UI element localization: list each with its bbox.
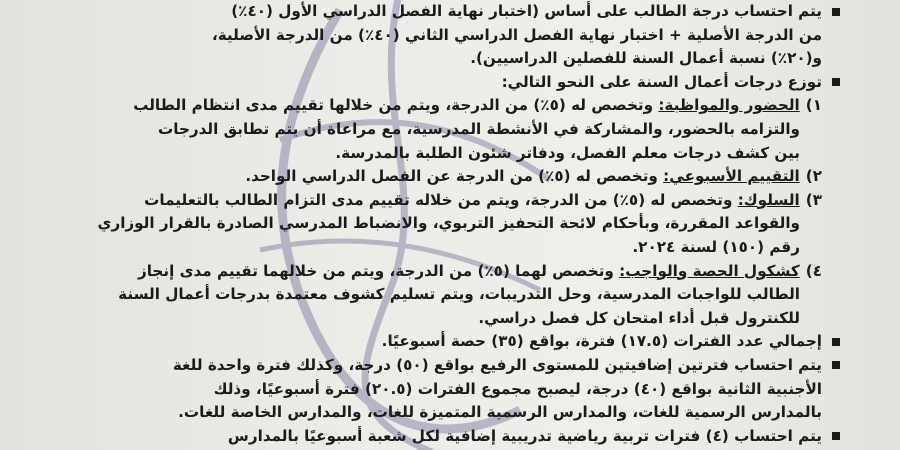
list-item: ٤)كشكول الحصة والواجب: وتخصص لهما (٥٪) من الدرجة، ويتم من خلالهما تقييم مدى إنجاز	[137, 261, 822, 280]
doc-line: يتم احتساب درجة الطالب على أساس (اختبار نهاية الفصل الدراسي الأول (٤٠٪)	[80, 0, 840, 24]
doc-line: رقم (١٥٠) لسنة ٢٠٢٤.	[632, 237, 800, 256]
item-heading: التقييم الأسبوعي:	[663, 167, 800, 186]
doc-line: الأجنبية الثانية بواقع (٤٠) درجة، ليصبح مجموع الفترات (٢٠.٥) فترة أسبوعيًا، وذلك	[213, 379, 822, 398]
bullet-icon	[832, 338, 840, 346]
doc-line: و(٢٠٪) نسبة أعمال السنة للفصلين الدراسيين).	[470, 49, 822, 68]
doc-line: والتزامه بالحضور، والمشاركة في الأنشطة المدرسية، مع مراعاة أن يتم تطابق الدرجات	[158, 119, 800, 138]
bullet-icon	[832, 361, 840, 369]
bullet-icon	[832, 432, 840, 440]
doc-line: والقواعد المقررة، وبأحكام لائحة التحفيز التربوي، والانضباط المدرسي الصادرة بالقرار الوزاري	[97, 214, 800, 233]
doc-line: إجمالي عدد الفترات (١٧.٥) فترة، بواقع (٣٥) حصة أسبوعيًا.	[80, 330, 840, 354]
list-item: ١)الحضور والمواظبة: وتخصص له (٥٪) من الدرجة، ويتم من خلالها تقييم مدى انتظام الطالب	[133, 96, 822, 115]
doc-line: بين كشف درجات معلم الفصل، ودفاتر شئون الطلبة بالمدرسة.	[335, 143, 800, 162]
doc-line: الطالب للواجبات المدرسية، وحل التدريبات، ويتم تسليم كشوف معتمدة بدرجات أعمال السنة	[118, 285, 800, 304]
item-heading: السلوك:	[737, 190, 800, 209]
bullet-icon	[832, 78, 840, 86]
regulation-text	[80, 0, 840, 448]
doc-line: توزع درجات أعمال السنة على النحو التالي:	[80, 71, 840, 95]
list-item: ٢)التقييم الأسبوعي: وتخصص له (٥٪) من الدرجة عن الفصل الدراسي الواحد.	[245, 167, 822, 186]
item-heading: الحضور والمواظبة:	[658, 96, 800, 115]
list-item: ٣)السلوك: وتخصص له (٥٪) من الدرجة، ويتم من خلاله تقييم مدى التزام الطالب بالتعليمات	[144, 190, 822, 209]
item-heading: كشكول الحصة والواجب:	[619, 261, 800, 280]
doc-line: يتم احتساب (٤) فترات تربية رياضية تدريبية إضافية لكل شعبة أسبوعيًا بالمدارس	[80, 425, 840, 449]
doc-line: بالمدارس الرسمية للغات، والمدارس الرسمية المتميزة للغات، والمدارس الخاصة للغات.	[178, 403, 822, 422]
bullet-icon	[832, 8, 840, 16]
doc-line: يتم احتساب فترتين إضافيتين للمستوى الرفيع بواقع (٥٠) درجة، وكذلك فترة واحدة للغة	[80, 354, 840, 378]
doc-line: للكنترول قبل أداء امتحان كل فصل دراسي.	[478, 308, 800, 327]
doc-line: من الدرجة الأصلية + اختبار نهاية الفصل الدراسي الثاني (٤٠٪) من الدرجة الأصلية،	[211, 25, 822, 44]
